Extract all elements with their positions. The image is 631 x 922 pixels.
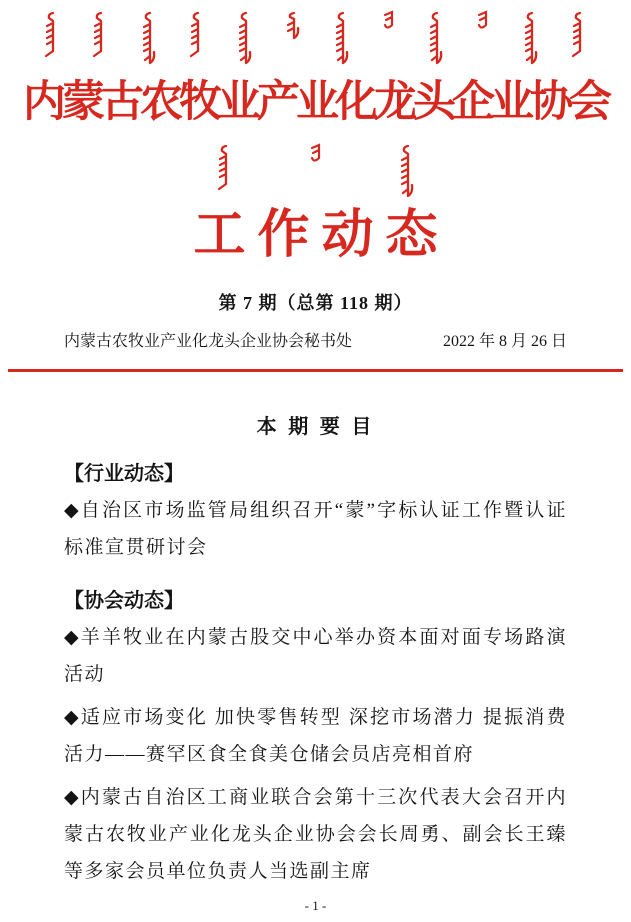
- mongolian-glyph-icon: [309, 143, 323, 165]
- mongolian-glyph-icon: [334, 10, 350, 72]
- toc-item: ◆适应市场变化 加快零售转型 深挖市场潜力 提振消费活力——赛罕区食全食美仓储会员店亮相首府: [64, 706, 567, 765]
- bulletin-title: 工作动态: [193, 207, 450, 265]
- section-label-industry-news: 【行业动态】: [64, 462, 184, 485]
- toc-item: ◆羊羊牧业在内蒙古股交中心举办资本面对面专场路演活动: [64, 626, 567, 685]
- red-divider: [8, 369, 623, 372]
- mongolian-glyph-icon: [189, 10, 205, 58]
- mongolian-glyph-icon: [571, 10, 587, 58]
- publisher: 内蒙古农牧业产业化龙头企业协会秘书处: [64, 332, 353, 350]
- page-footer: [0, 898, 631, 914]
- mongolian-glyph-icon: [523, 10, 539, 72]
- section-label-association-news: 【协会动态】: [64, 589, 184, 612]
- mongolian-script-row-bulletin-title: [0, 143, 631, 207]
- page-number: - 1 -: [304, 898, 327, 913]
- organization-title: 内蒙古农牧业产业化龙头企业协会: [23, 79, 608, 126]
- table-of-contents: [0, 410, 631, 890]
- mongolian-glyph-icon: [476, 10, 490, 32]
- issue-number: 第 7 期（总第 118 期）: [218, 292, 413, 313]
- publish-date: 2022 年 8 月 26 日: [442, 332, 567, 350]
- mongolian-glyph-icon: [237, 10, 253, 72]
- toc-item: ◆内蒙古自治区工商业联合会第十三次代表大会召开内蒙古农牧业产业化龙头企业协会会长周勇、副会长王臻等多家会员单位负责人当选副主席: [64, 786, 567, 882]
- mongolian-glyph-icon: [399, 143, 415, 205]
- mongolian-glyph-icon: [217, 143, 233, 191]
- toc-heading: 本 期 要 目: [256, 415, 375, 438]
- mongolian-glyph-icon: [382, 10, 396, 32]
- mongolian-glyph-icon: [285, 10, 301, 44]
- mongolian-glyph-icon: [44, 10, 60, 58]
- publisher-row: [0, 328, 631, 351]
- masthead: [0, 0, 631, 372]
- mongolian-glyph-icon: [428, 10, 444, 72]
- mongolian-glyph-icon: [141, 10, 157, 72]
- toc-item: ◆自治区市场监管局组织召开“蒙”字标认证工作暨认证标准宣贯研讨会: [64, 499, 567, 558]
- mongolian-script-row-org-name: [0, 0, 631, 74]
- mongolian-glyph-icon: [92, 10, 108, 58]
